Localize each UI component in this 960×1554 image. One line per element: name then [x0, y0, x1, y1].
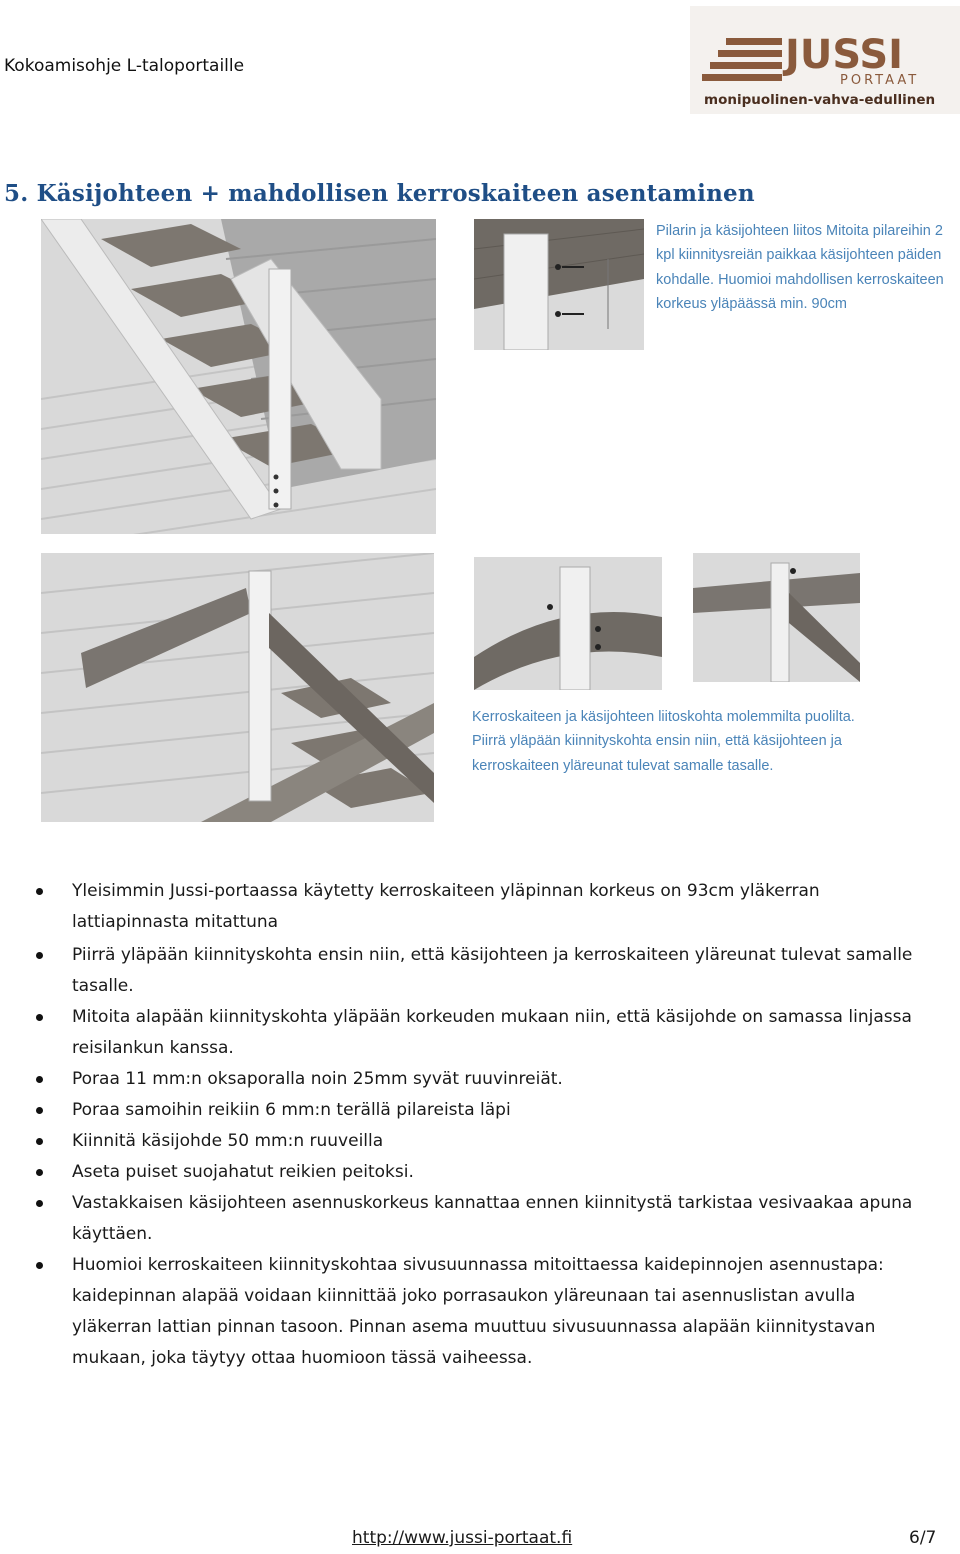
list-item: Aseta puiset suojahatut reikien peitoksi.	[36, 1157, 936, 1188]
bullet-icon	[36, 1138, 43, 1145]
logo-tagline-text: monipuolinen-vahva-edullinen	[704, 92, 936, 108]
list-item: Huomioi kerroskaiteen kiinnityskohtaa sivusuunnassa mitoittaessa kaidepinnojen asennustapa: kaidepinnan alapää voidaan kiinnittää joko porrasaukon yläreunaan tai asennuslistan avulla yläkerran lattian pinnan tasoon. Pinnan asema muuttuu sivusuunnassa alapään kiinnitystavan mukaan, joka täytyy ottaa huomioon tässä vaiheessa.	[36, 1250, 936, 1374]
handrail-joint-illustration	[41, 553, 434, 822]
instruction-list	[36, 876, 936, 1374]
bullet-icon	[36, 1200, 43, 1207]
caption-rail-joint: Kerroskaiteen ja käsijohteen liitoskohta molemmilta puolilta. Piirrä yläpään kiinnityskohta ensin niin, että käsijohteen ja kerroskaiteen yläreunat tulevat samalle tasalle.	[472, 709, 855, 774]
bullet-icon	[36, 1014, 43, 1021]
list-item: Kiinnitä käsijohde 50 mm:n ruuveilla	[36, 1126, 936, 1157]
list-item: Mitoita alapään kiinnityskohta yläpään korkeuden mukaan niin, että käsijohde on samassa linjassa reisilankun kanssa.	[36, 1002, 936, 1064]
stair-post-illustration	[41, 219, 436, 534]
post-handrail-detail-illustration	[474, 219, 644, 350]
list-item: Piirrä yläpään kiinnityskohta ensin niin, että käsijohteen ja kerroskaiteen yläreunat tulevat samalle tasalle.	[36, 940, 936, 1002]
section-title: 5. Käsijohteen + mahdollisen kerroskaiteen asentaminen	[4, 180, 755, 207]
list-item: Yleisimmin Jussi-portaassa käytetty kerroskaiteen yläpinnan korkeus on 93cm yläkerran lattiapinnasta mitattuna	[36, 876, 936, 938]
rail-joint-side-a-illustration	[474, 557, 662, 690]
bullet-icon	[36, 1262, 43, 1269]
website-link[interactable]: http://www.jussi-portaat.fi	[352, 1528, 573, 1548]
bullet-icon	[36, 1107, 43, 1114]
bullet-icon	[36, 888, 43, 895]
bullet-icon	[36, 952, 43, 959]
jussi-portaat-logo	[690, 6, 960, 114]
logo-brand-text: JUSSI	[785, 32, 904, 78]
bullet-icon	[36, 1169, 43, 1176]
list-item: Vastakkaisen käsijohteen asennuskorkeus kannattaa ennen kiinnitystä tarkistaa vesivaakaa apuna käyttäen.	[36, 1188, 936, 1250]
document-title: Kokoamisohje L-taloportaille	[4, 56, 245, 76]
caption-post-handrail: Pilarin ja käsijohteen liitos Mitoita pilareihin 2 kpl kiinnitysreiän paikkaa käsijohteen päiden kohdalle. Huomioi mahdollisen kerroskaiteen korkeus yläpäässä min. 90cm	[656, 223, 944, 312]
page-number: 6/7	[909, 1528, 937, 1548]
list-item: Poraa 11 mm:n oksaporalla noin 25mm syvät ruuvinreiät.	[36, 1064, 936, 1095]
bullet-icon	[36, 1076, 43, 1083]
logo-sub-text: PORTAAT	[840, 73, 920, 88]
rail-joint-side-b-illustration	[693, 553, 860, 682]
list-item: Poraa samoihin reikiin 6 mm:n terällä pilareista läpi	[36, 1095, 936, 1126]
